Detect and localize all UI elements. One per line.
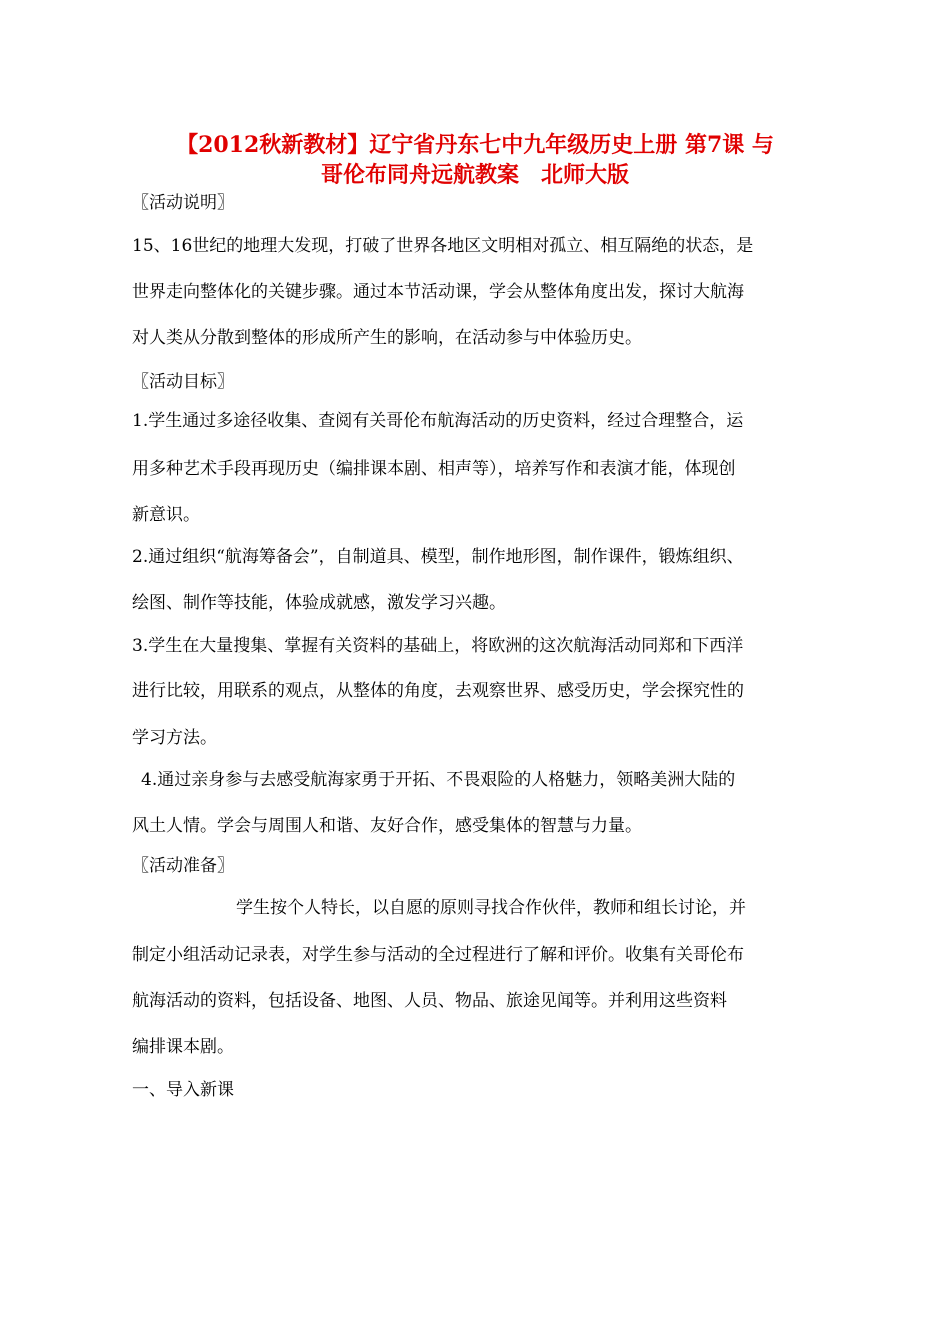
- paragraph-line: 制定小组活动记录表，对学生参与活动的全过程进行了解和评价。收集有关哥伦布: [132, 945, 744, 965]
- section-heading-goals: 〖活动目标〗: [132, 372, 234, 392]
- paragraph-line: 进行比较，用联系的观点，从整体的角度，去观察世界、感受历史，学会探究性的: [132, 681, 744, 701]
- doc-title-line-1: 【2012秋新教材】辽宁省丹东七中九年级历史上册 第7课 与: [176, 132, 774, 158]
- paragraph-line: 学生按个人特长，以自愿的原则寻找合作伙伴，教师和组长讨论，并: [236, 898, 746, 918]
- section-heading-prep: 〖活动准备〗: [132, 856, 234, 876]
- paragraph-line: 对人类从分散到整体的形成所产生的影响，在活动参与中体验历史。: [132, 328, 642, 348]
- paragraph-line: 3.学生在大量搜集、掌握有关资料的基础上，将欧洲的这次航海活动同郑和下西洋: [132, 636, 744, 656]
- doc-title-line-2: 哥伦布同舟远航教案 北师大版: [320, 162, 629, 188]
- paragraph-line: 航海活动的资料，包括设备、地图、人员、物品、旅途见闻等。并利用这些资料: [132, 991, 727, 1011]
- paragraph-line: 绘图、制作等技能，体验成就感，激发学习兴趣。: [132, 593, 506, 613]
- paragraph-line: 4.通过亲身参与去感受航海家勇于开拓、不畏艰险的人格魅力，领略美洲大陆的: [141, 770, 736, 790]
- section-heading-part1: 一、导入新课: [132, 1080, 234, 1100]
- paragraph-line: 风土人情。学会与周围人和谐、友好合作，感受集体的智慧与力量。: [132, 816, 642, 836]
- paragraph-line: 1.学生通过多途径收集、查阅有关哥伦布航海活动的历史资料，经过合理整合，运: [132, 411, 744, 431]
- paragraph-line: 世界走向整体化的关键步骤。通过本节活动课，学会从整体角度出发，探讨大航海: [132, 282, 744, 302]
- section-heading-intro: 〖活动说明〗: [132, 193, 234, 213]
- paragraph-line: 新意识。: [132, 505, 200, 525]
- paragraph-line: 2.通过组织“航海筹备会”，自制道具、模型，制作地形图，制作课件，锻炼组织、: [132, 547, 744, 567]
- paragraph-line: 15、16世纪的地理大发现，打破了世界各地区文明相对孤立、相互隔绝的状态，是: [132, 236, 754, 256]
- paragraph-line: 用多种艺术手段再现历史（编排课本剧、相声等），培养写作和表演才能，体现创: [132, 459, 736, 479]
- paragraph-line: 编排课本剧。: [132, 1037, 234, 1057]
- paragraph-line: 学习方法。: [132, 728, 217, 748]
